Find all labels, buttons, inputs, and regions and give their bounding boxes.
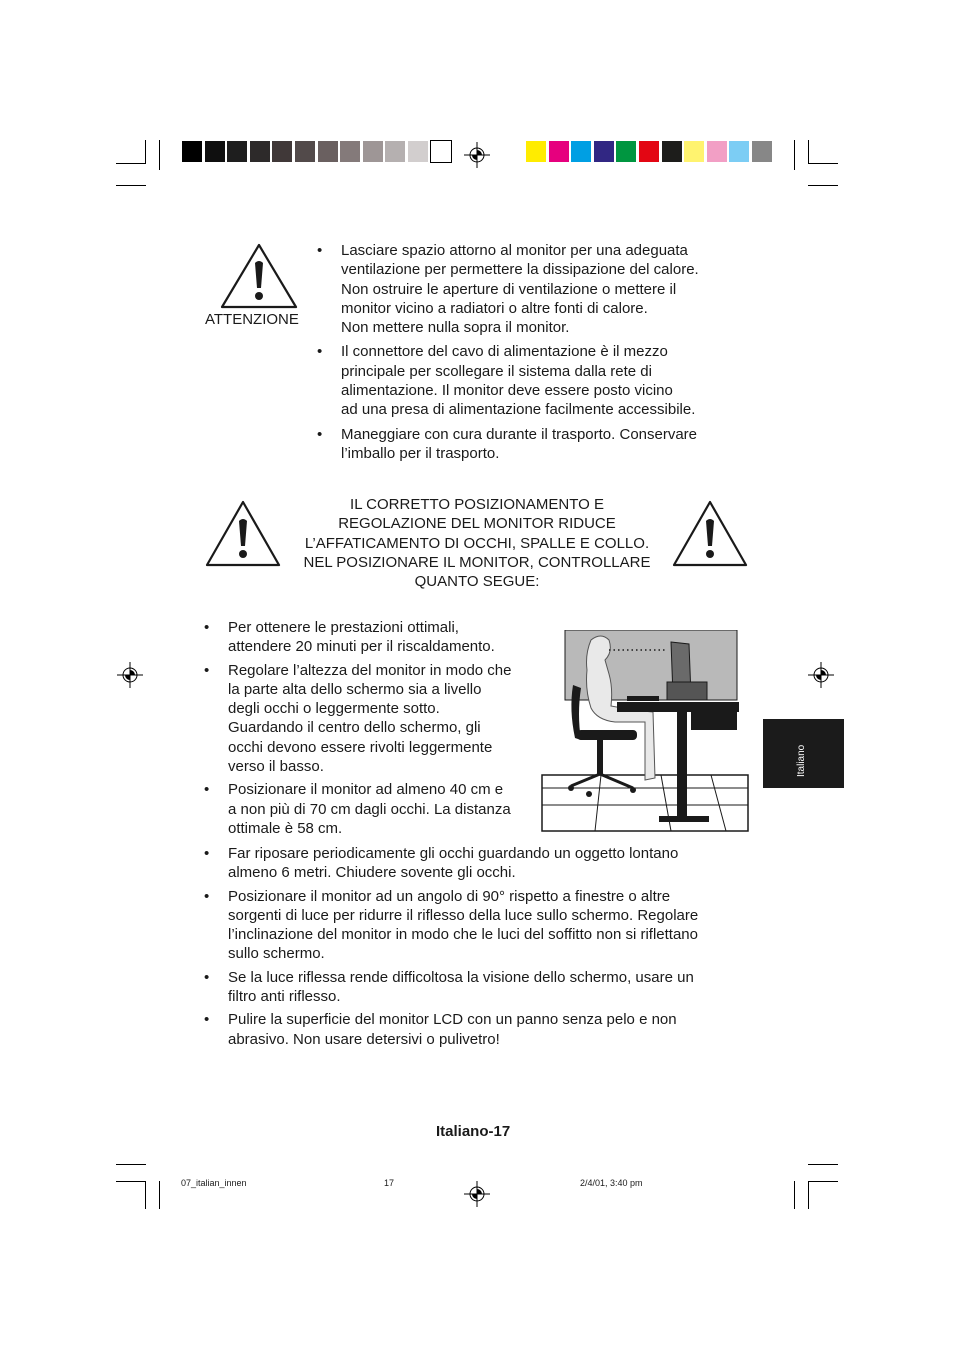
list-item-line: Posizionare il monitor ad almeno 40 cm e [228, 781, 504, 799]
registration-target-icon [464, 1181, 490, 1207]
warning-bullet-list [317, 241, 741, 468]
crop-mark [794, 140, 795, 170]
crop-mark [159, 1181, 160, 1209]
warning-label: ATTENZIONE [205, 311, 299, 328]
color-swatch [295, 141, 315, 162]
crop-mark [808, 1181, 838, 1182]
bullet-icon: • [204, 781, 210, 799]
list-item [204, 618, 538, 657]
list-item [204, 780, 538, 838]
ergonomic-tips-list-continued [204, 844, 748, 1053]
footer-page: 17 [384, 1178, 395, 1188]
list-item-line: Non mettere nulla sopra il monitor. [341, 319, 570, 337]
heading-line: REGOLAZIONE DEL MONITOR RIDUCE [338, 515, 616, 533]
crop-mark [808, 185, 838, 186]
color-swatch [752, 141, 772, 162]
list-item-line: ad una presa di alimentazione facilmente accessibile. [341, 401, 696, 419]
list-item [204, 661, 538, 777]
color-swatch [707, 141, 727, 162]
color-swatch [729, 141, 749, 162]
list-item-line: l’inclinazione del monitor in modo che le luci del soffitto non si riflettano [228, 926, 698, 944]
crop-mark [794, 1181, 795, 1209]
list-item-line: a non più di 70 cm dagli occhi. La distanza [228, 800, 511, 818]
warning-triangle-icon [205, 500, 281, 567]
list-item-line: Regolare l’altezza del monitor in modo che [228, 661, 512, 679]
crop-mark [116, 185, 146, 186]
color-swatch [408, 141, 428, 162]
list-item-line: ventilazione per permettere la dissipazione del calore. [341, 261, 699, 279]
color-swatch [662, 141, 682, 162]
color-swatch [526, 141, 546, 162]
ergonomic-tips-list [204, 618, 538, 842]
crop-mark [808, 140, 809, 164]
list-item [204, 1010, 748, 1049]
bullet-icon: • [204, 1011, 210, 1029]
crop-mark [116, 163, 146, 164]
list-item [204, 887, 748, 964]
bullet-icon: • [204, 887, 210, 905]
crop-mark [159, 140, 160, 170]
positioning-warning-heading [278, 495, 676, 591]
crop-mark [808, 1181, 809, 1209]
color-swatch [318, 141, 338, 162]
bullet-icon: • [317, 343, 323, 361]
list-item-line: Se la luce riflessa rende difficoltosa la visione dello schermo, usare un [228, 968, 694, 986]
heading-line: L’AFFATICAMENTO DI OCCHI, SPALLE E COLLO. [304, 534, 650, 552]
list-item-line: ottimale è 58 cm. [228, 819, 343, 837]
language-side-tab [763, 719, 844, 788]
language-tab-label: Italiano [796, 744, 807, 777]
color-swatch [549, 141, 569, 162]
list-item-line: sorgenti di luce per ridurre il riflesso della luce sullo schermo. Regolare [228, 906, 699, 924]
bullet-icon: • [204, 968, 210, 986]
crop-mark [145, 1181, 146, 1209]
list-item-line: monitor vicino a radiatori o altre fonti di calore. [341, 299, 648, 317]
color-swatch [363, 141, 383, 162]
crop-mark [808, 1164, 838, 1165]
page-number: Italiano-17 [436, 1123, 511, 1140]
list-item [317, 241, 741, 337]
list-item-line: principale per scollegare il sistema dalla rete di [341, 362, 652, 380]
list-item-line: filtro anti riflesso. [228, 988, 341, 1006]
color-swatch [431, 141, 451, 162]
list-item [317, 425, 741, 464]
list-item [317, 342, 741, 419]
list-item-line: verso il basso. [228, 758, 324, 776]
warning-triangle-icon [220, 243, 298, 309]
crop-mark [808, 163, 838, 164]
list-item [204, 844, 748, 883]
list-item-line: Il connettore del cavo di alimentazione è il mezzo [341, 343, 668, 361]
crop-mark [145, 140, 146, 164]
registration-target-icon [464, 142, 490, 168]
color-swatch [227, 141, 247, 162]
list-item-line: Non ostruire le aperture di ventilazione o mettere il [341, 280, 677, 298]
list-item [204, 968, 748, 1007]
crop-mark [116, 1181, 146, 1182]
footer-date: 2/4/01, 3:40 pm [580, 1178, 643, 1188]
color-swatch [182, 141, 202, 162]
warning-triangle-icon [672, 500, 748, 567]
heading-line: QUANTO SEGUE: [414, 573, 540, 591]
color-swatch [340, 141, 360, 162]
list-item-line: l’imballo per il trasporto. [341, 444, 500, 462]
list-item-line: sullo schermo. [228, 945, 325, 963]
color-swatch [594, 141, 614, 162]
color-swatch [616, 141, 636, 162]
list-item-line: Pulire la superficie del monitor LCD con un panno senza pelo e non [228, 1011, 677, 1029]
color-swatch [639, 141, 659, 162]
list-item-line: Per ottenere le prestazioni ottimali, [228, 619, 459, 636]
color-swatch [250, 141, 270, 162]
list-item-line: Maneggiare con cura durante il trasporto. Conservare [341, 425, 698, 443]
bullet-icon: • [317, 242, 323, 259]
list-item-line: attendere 20 minuti per il riscaldamento. [228, 638, 495, 656]
color-swatch [272, 141, 292, 162]
list-item-line: Lasciare spazio attorno al monitor per una adeguata [341, 242, 688, 259]
registration-target-icon [117, 662, 143, 688]
list-item-line: abrasivo. Non usare detersivi o pulivetro! [228, 1030, 500, 1048]
list-item-line: Guardando il centro dello schermo, gli [228, 719, 481, 737]
footer-filename: 07_italian_innen [181, 1178, 247, 1188]
color-swatch [205, 141, 225, 162]
bullet-icon: • [204, 845, 210, 862]
color-swatch [684, 141, 704, 162]
list-item-line: occhi devono essere rivolti leggermente [228, 738, 493, 756]
list-item-line: Far riposare periodicamente gli occhi guardando un oggetto lontano [228, 845, 679, 862]
ergonomic-workstation-illustration [541, 630, 749, 832]
crop-mark [116, 1164, 146, 1165]
list-item-line: Posizionare il monitor ad un angolo di 90° rispetto a finestre o altre [228, 887, 671, 905]
list-item-line: degli occhi o leggermente sotto. [228, 700, 440, 718]
bullet-icon: • [204, 619, 210, 636]
bullet-icon: • [204, 661, 210, 679]
bullet-icon: • [317, 425, 323, 443]
color-swatch [385, 141, 405, 162]
list-item-line: la parte alta dello schermo sia a livello [228, 680, 482, 698]
heading-line: NEL POSIZIONARE IL MONITOR, CONTROLLARE [303, 553, 651, 571]
registration-target-icon [808, 662, 834, 688]
list-item-line: almeno 6 metri. Chiudere sovente gli occhi. [228, 864, 516, 882]
heading-line: IL CORRETTO POSIZIONAMENTO E [350, 496, 604, 513]
list-item-line: alimentazione. Il monitor deve essere posto vicino [341, 382, 673, 400]
color-swatch [571, 141, 591, 162]
